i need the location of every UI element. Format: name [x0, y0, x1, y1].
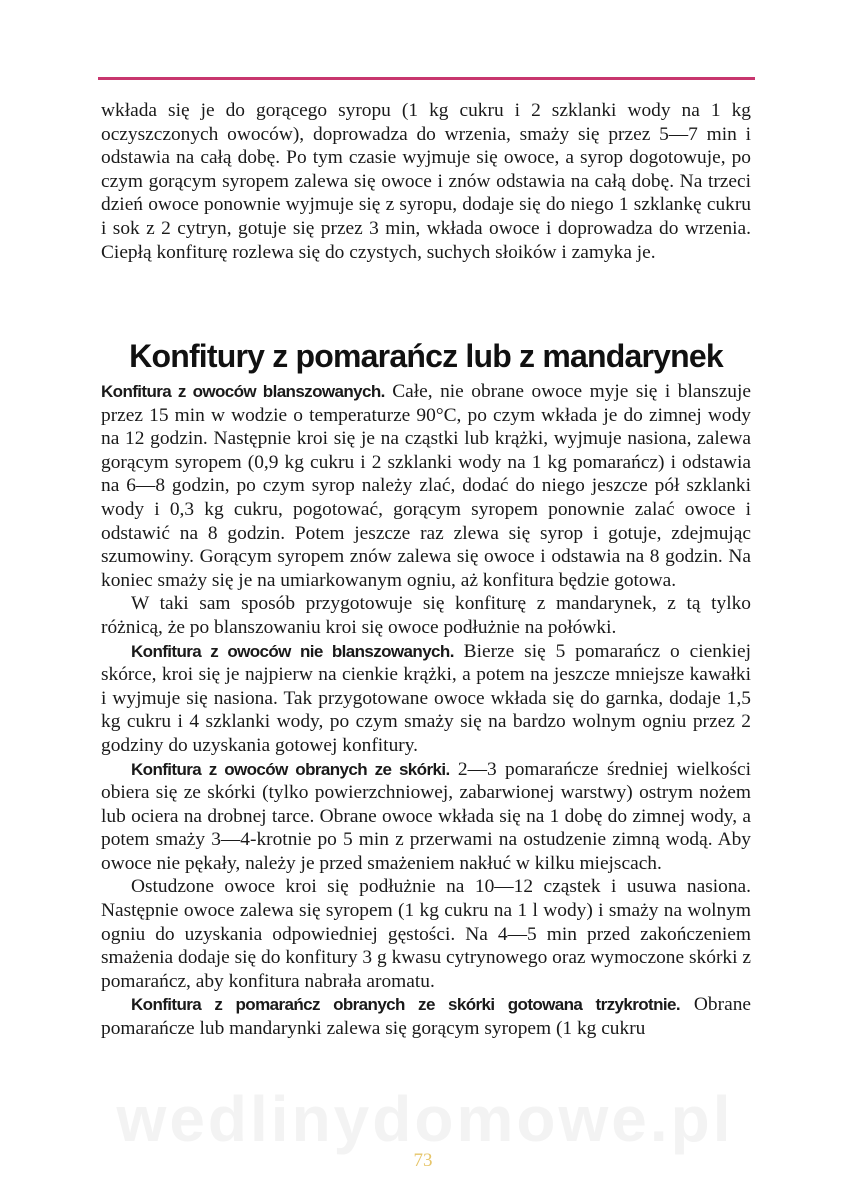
- watermark: wedlinydomowe.pl: [116, 1083, 734, 1155]
- recipe-text: 2—3 pomarańcze średniej wielkości obiera się ze skórki (tylko powierzchniowej, zabarwionej warstwy) ostrym nożem lub ociera na drobnej tarce. Obrane owoce wkłada się na 1 dobę do zimnej wody, a potem smaży 3—4-krotnie po 5 min z przerwami na ostudzenie zimną wodą. Aby owoce nie pękały, należy je przed smażeniem nakłuć w kilku miejscach.: [101, 758, 752, 874]
- recipe-paragraph: [101, 380, 751, 592]
- recipe-body: [101, 380, 751, 1041]
- recipe-title: Konfitura z owoców obranych ze skórki.: [131, 759, 450, 779]
- recipe-paragraph: [101, 993, 751, 1040]
- recipe-paragraph: [101, 640, 751, 758]
- recipe-paragraph: [101, 758, 751, 876]
- page-number: 73: [413, 1150, 433, 1171]
- section-heading: Konfitury z pomarańcz lub z mandarynek: [129, 338, 723, 374]
- recipe-title: Konfitura z pomarańcz obranych ze skórki gotowana trzykrotnie.: [131, 995, 680, 1015]
- recipe-title: Konfitura z owoców nie blanszowanych.: [131, 641, 454, 661]
- recipe-text: W taki sam sposób przygotowuje się konfiturę z mandarynek, z tą tylko różnicą, że po blanszowaniu kroi się owoce podłużnie na połówki.: [101, 593, 751, 638]
- recipe-text: Ostudzone owoce kroi się podłużnie na 10—12 cząstek i usuwa nasiona. Następnie owoce zalewa się syropem (1 kg cukru na 1 l wody) i smaży na wolnym ogniu do uzyskania odpowiedniej gęstości. Na 4—5 min przed zakończeniem smażenia dodaje się do konfitury 3 g kwasu cytrynowego oraz wymoczone skórki z pomarańcz, aby konfitura nabrała aromatu.: [101, 876, 751, 992]
- intro-paragraph: wkłada się je do gorącego syropu (1 kg cukru i 2 szklanki wody na 1 kg oczyszczonych owoców), doprowadza do wrzenia, smaży się przez 5—7 min i odstawia na całą dobę. Po tym czasie wyjmuje się owoce, a syrop dogotowuje, po czym gorącym syropem zalewa się owoce i znów odstawia na całą dobę. Na trzeci dzień owoce ponownie wyjmuje się z syropu, dodaje się do niego 1 szklankę cukru i sok z 2 cytryn, gotuje się przez 3 min, wkłada owoce i doprowadza do wrzenia. Ciepłą konfiturę rozlewa się do czystych, suchych słoików i zamyka je.: [101, 100, 751, 263]
- recipe-text: Obrane pomarańcze lub mandarynki zalewa się gorącym syropem (1 kg cukru: [101, 994, 751, 1040]
- intro-paragraph-block: [101, 99, 751, 264]
- recipe-paragraph: [101, 875, 751, 993]
- top-rule: [98, 77, 755, 80]
- recipe-text: Bierze się 5 pomarańcz o cienkiej skórce, kroi się je najpierw na cienkie krążki, a potem na jeszcze mniejsze kawałki i wyjmuje się nasiona. Tak przygotowane owoce wkłada się do garnka, dodaje 1,5 kg cukru i 4 szklanki wody, po czym smaży się na bardzo wolnym ogniu przez 2 godziny do uzyskania gotowej konfitury.: [101, 640, 751, 756]
- recipe-title: Konfitura z owoców blanszowanych.: [101, 382, 385, 401]
- recipe-text: Całe, nie obrane owoce myje się i blanszuje przez 15 min w wodzie o temperaturze 90°C, po czym wkłada je do zimnej wody na 12 godzin. Następnie kroi się je na cząstki lub krążki, wyjmuje nasiona, zalewa gorącym syropem (0,9 kg cukru i 2 szklanki wody na 1 kg pomarańcz) i odstawia na 6—8 godzin, po czym syrop należy zlać, dodać do niego jeszcze pół szklanki wody i 0,3 kg cukru, pogotować, gorącym syropem ponownie zalać owoce i odstawić na 8 godzin. Potem jeszcze raz zlewa się syrop i gotuje, zdejmując szumowiny. Gorącym syropem znów zalewa się owoce i odstawia na 8 godzin. Na koniec smaży się je na umiarkowanym ogniu, aż konfitura będzie gotowa.: [101, 381, 751, 591]
- recipe-paragraph: [101, 592, 751, 639]
